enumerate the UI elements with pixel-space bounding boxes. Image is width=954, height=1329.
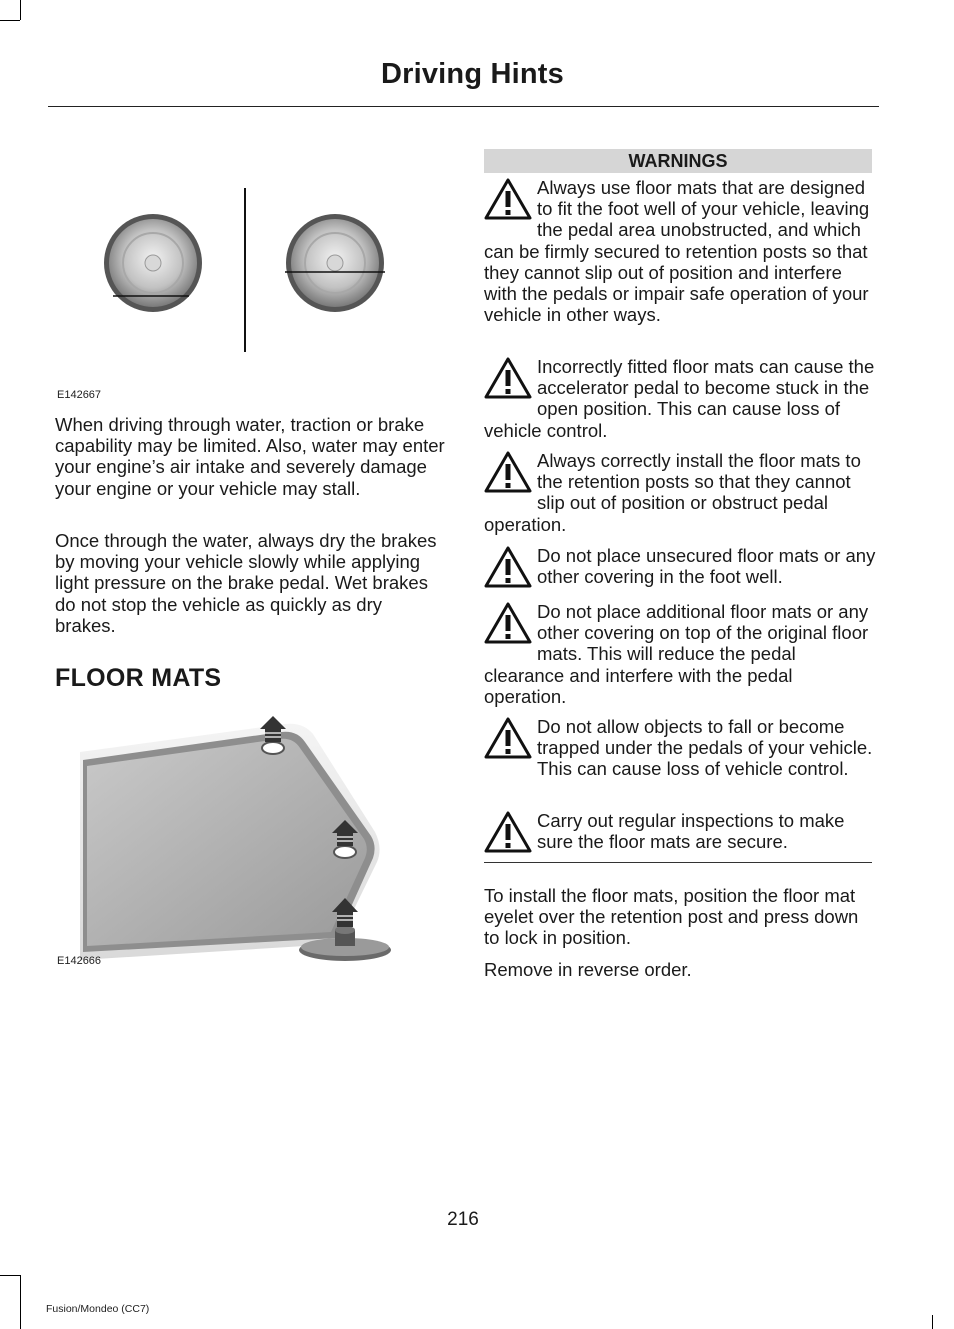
warning-triangle-icon	[484, 601, 532, 645]
crop-mark	[932, 1315, 933, 1329]
floor-mat-illustration	[75, 712, 405, 967]
warning-item	[484, 545, 876, 589]
warning-triangle-icon	[484, 716, 532, 760]
warning-text: Incorrectly fitted floor mats can cause the accelerator pedal to become stuck in the open position. This can cause loss of vehicle control.	[484, 356, 875, 441]
warning-item	[484, 450, 876, 535]
wheel-right-icon	[286, 214, 384, 312]
warning-item	[484, 601, 876, 707]
warning-triangle-icon	[484, 545, 532, 589]
figure-id: E142667	[57, 389, 102, 401]
crop-mark	[0, 1275, 20, 1276]
warning-item	[484, 810, 876, 854]
paragraph-install-mats: To install the floor mats, position the floor mat eyelet over the retention post and press down to lock in position.	[484, 885, 859, 949]
crop-mark	[0, 20, 20, 21]
crop-mark	[20, 0, 21, 20]
warning-text: Always correctly install the floor mats to the retention posts so that they cannot slip out of position or obstruct pedal operation.	[484, 450, 861, 535]
paragraph-remove-mats: Remove in reverse order.	[484, 959, 692, 980]
page-title: Driving Hints	[380, 58, 564, 90]
warning-text: Carry out regular inspections to make sure the floor mats are secure.	[537, 810, 845, 853]
crop-mark	[20, 1275, 21, 1329]
paragraph-water-traction: When driving through water, traction or brake capability may be limited. Also, water may enter your engine’s air intake and severely damage your engine or your vehicle may stall.	[55, 414, 445, 499]
warning-triangle-icon	[484, 810, 532, 854]
water-depth-illustration	[95, 182, 395, 357]
warnings-end-divider	[484, 862, 872, 863]
warning-text: Always use floor mats that are designed to fit the foot well of your vehicle, leaving the pedal area unobstructed, and which can be firmly secured to retention posts so that they cannot slip out of position and interfere with the pedals or impair safe operation of your vehicle in other ways.	[484, 177, 870, 326]
warning-text: Do not place unsecured floor mats or any other covering in the foot well.	[537, 545, 876, 588]
warning-triangle-icon	[484, 177, 532, 221]
page-number: 216	[447, 1209, 479, 1230]
paragraph-dry-brakes: Once through the water, always dry the brakes by moving your vehicle slowly while applying light pressure on the brake pedal. Wet brakes do not stop the vehicle as quickly as dry brakes.	[55, 530, 437, 636]
warning-item	[484, 716, 876, 780]
warning-text: Do not allow objects to fall or become trapped under the pedals of your vehicle. This can cause loss of vehicle control.	[537, 716, 873, 780]
warning-triangle-icon	[484, 356, 532, 400]
warning-text: Do not place additional floor mats or any other covering on top of the original floor mats. This will reduce the pedal clearance and interfere with the pedal operation.	[484, 601, 869, 707]
figure-id: E142666	[57, 955, 102, 967]
header-divider	[48, 106, 879, 107]
section-heading: FLOOR MATS	[55, 664, 222, 692]
warning-item	[484, 177, 876, 325]
footer-model: Fusion/Mondeo (CC7)	[46, 1303, 150, 1315]
warning-triangle-icon	[484, 450, 532, 494]
warning-item	[484, 356, 876, 441]
wheel-left-icon	[104, 214, 202, 312]
warnings-heading: WARNINGS	[484, 149, 872, 173]
